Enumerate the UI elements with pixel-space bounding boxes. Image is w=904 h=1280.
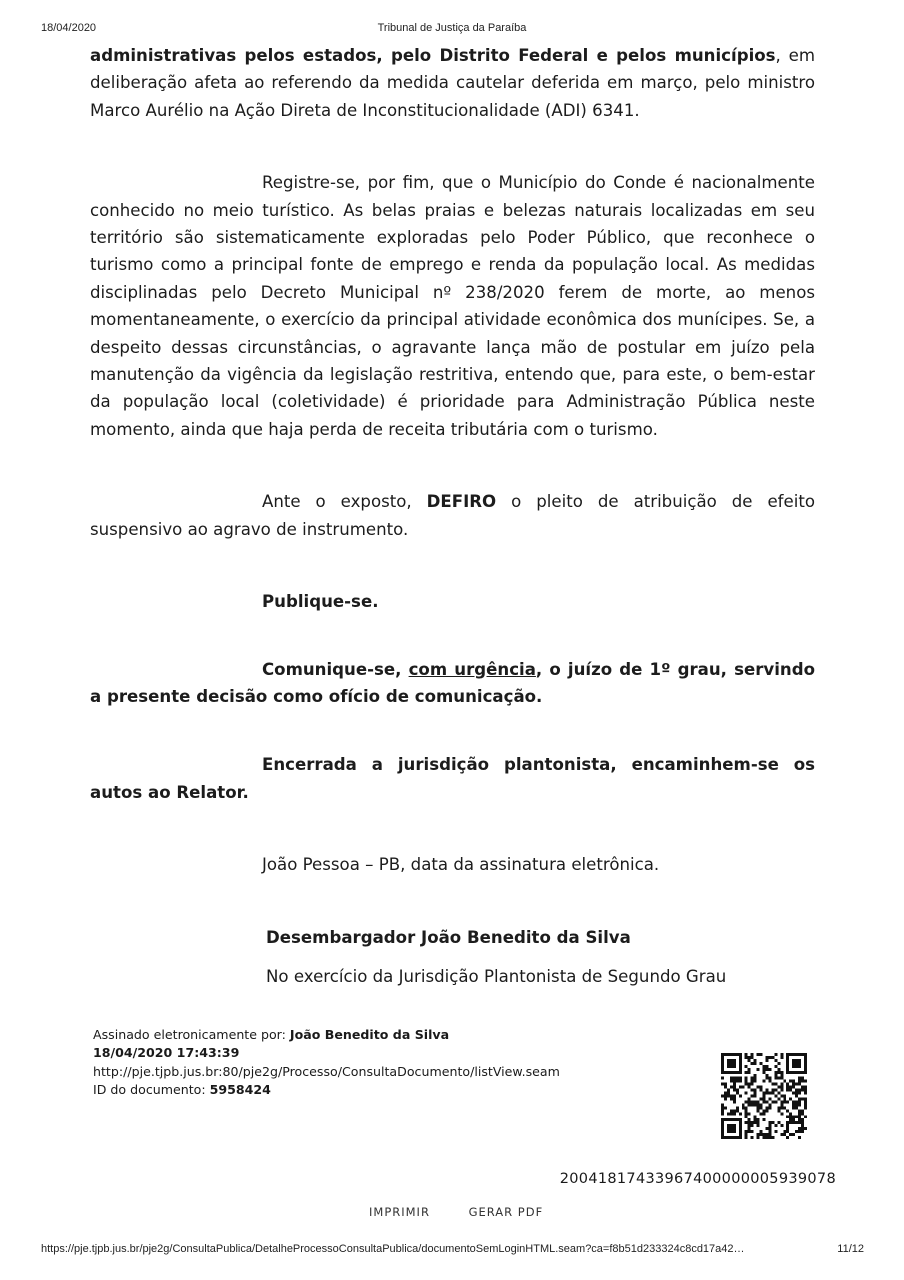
document-code: 20041817433967400000005939078 [559,1171,836,1187]
print-page-number: 11/12 [837,1243,864,1255]
print-title: Tribunal de Justiça da Paraíba [377,22,527,34]
generate-pdf-button[interactable]: GERAR PDF [468,1205,544,1219]
print-url: https://pje.tjpb.jus.br/pje2g/ConsultaPublica/DetalheProcessoConsultaPublica/documentoSemLoginHTML.seam?ca=f8b51d233324c8cd17a42… [41,1243,745,1255]
doc-id-value: 5958424 [209,1082,271,1098]
actions-bar [369,1205,543,1219]
defiro-lead: Ante o exposto, [262,492,427,512]
print-header [0,22,904,38]
doc-id-label: ID do documento: [93,1082,210,1098]
paragraph-defiro [90,488,815,543]
signer-name: Desembargador João Benedito da Silva [266,927,631,947]
print-footer [0,1243,904,1259]
paragraph-publique: Publique-se. [262,592,379,612]
signed-url: http://pje.tjpb.jus.br:80/pje2g/Processo/ConsultaDocumento/listView.seam [93,1063,560,1079]
doc-id [93,1081,560,1099]
print-button[interactable]: IMPRIMIR [369,1205,430,1219]
document-body [90,42,815,990]
paragraph-adi-rest: , em deliberação afeta ao referendo da medida cautelar deferida em março, pelo ministro Marco Aurélio na Ação Direta de Inconstitucionalidade (ADI) 6341. [90,46,815,120]
defiro-word: DEFIRO [426,492,497,512]
signed-by-name: João Benedito da Silva [289,1027,450,1042]
signer-role: No exercício da Jurisdição Plantonista de Segundo Grau [266,966,727,986]
paragraph-adi-bold: administrativas pelos estados, pelo Distrito Federal e pelos municípios [90,46,776,65]
paragraph-encerrada: Encerrada a jurisdição plantonista, encaminhem-se os autos ao Relator. [90,755,815,802]
paragraph-adi [90,42,815,124]
print-date: 18/04/2020 [41,22,97,34]
defiro-rest: o pleito de atribuição de efeito suspensivo ao agravo de instrumento. [90,492,815,539]
paragraph-local-data: João Pessoa – PB, data da assinatura eletrônica. [262,855,660,875]
paragraph-comunique [90,656,815,711]
comunique-lead: Comunique-se, [262,659,409,679]
comunique-urgencia: com urgência [408,659,536,679]
comunique-rest: , o juízo de 1º grau, servindo a presente decisão como ofício de comunicação. [90,659,816,706]
signed-datetime: 18/04/2020 17:43:39 [93,1045,240,1061]
signature-meta [93,1026,560,1100]
signed-by [93,1026,560,1044]
qr-code-icon [721,1053,807,1139]
signed-by-label: Assinado eletronicamente por: [93,1027,290,1042]
paragraph-conde: Registre-se, por fim, que o Município do Conde é nacionalmente conhecido no meio turístico. As belas praias e belezas naturais localizadas em seu território são sistematicamente exploradas pelo Poder Público, que reconhece o turismo como a principal fonte de emprego e renda da população local. As medidas disciplinadas pelo Decreto Municipal nº 238/2020 ferem de morte, ao menos momentaneamente, o exercício da principal atividade econômica dos munícipes. Se, a despeito dessas circunstâncias, o agravante lança mão de postular em juízo pela manutenção da vigência da legislação restritiva, entendo que, para este, o bem-estar da população local (coletividade) é prioridade para Administração Pública neste momento, ainda que haja perda de receita tributária com o turismo. [90,173,815,439]
